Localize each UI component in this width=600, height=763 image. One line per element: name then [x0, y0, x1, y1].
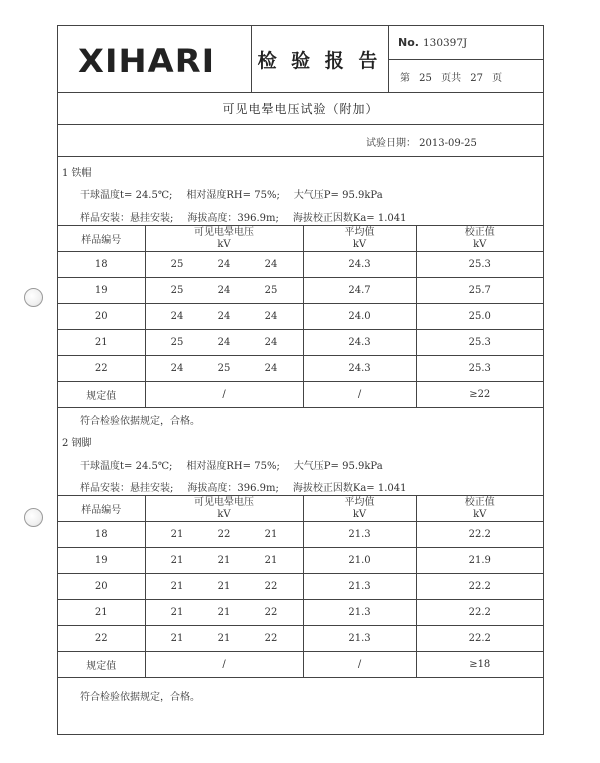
- company-logo: XIHARI: [78, 42, 216, 80]
- table-header-row: [58, 226, 543, 252]
- table-row: 22 21 21 22 21.3 22.2: [58, 626, 543, 652]
- header-corona: 可见电晕电压 kV: [145, 496, 303, 522]
- corona-table: [58, 495, 543, 678]
- conclusion: 符合检验依据规定，合格。: [80, 416, 200, 427]
- conclusion: 符合检验依据规定，合格。: [80, 692, 200, 703]
- table-row: 19 21 21 21 21.0 21.9: [58, 548, 543, 574]
- report-title: 检 验 报 告: [257, 50, 382, 72]
- environment-conditions: 干球温度t= 24.5℃; 相对湿度RH= 75%; 大气压P= 95.9kPa: [80, 190, 383, 201]
- logo-cell: [58, 26, 252, 92]
- install-conditions: 样品安装：悬挂安装; 海拔高度：396.9m; 海拔校正因数Ka= 1.041: [80, 213, 407, 224]
- report-number: 130397J: [422, 37, 468, 49]
- header-average: 平均值 kV: [303, 496, 416, 522]
- table-row: 21 25 24 24 24.3 25.3: [58, 330, 543, 356]
- punch-hole-top: [24, 288, 43, 307]
- title-cell: [251, 26, 389, 92]
- install-conditions: 样品安装：悬挂安装; 海拔高度：396.9m; 海拔校正因数Ka= 1.041: [80, 483, 407, 494]
- header-corrected: 校正值 kV: [416, 226, 543, 252]
- test-subtitle: 可见电晕电压试验（附加）: [222, 102, 379, 116]
- section-title: 1 铁帽: [62, 168, 92, 179]
- test-date-row: [58, 124, 543, 157]
- table-row: 21 21 21 22 21.3 22.2: [58, 600, 543, 626]
- table-row: 18 21 22 21 21.3 22.2: [58, 522, 543, 548]
- table-row: 22 24 25 24 24.3 25.3: [58, 356, 543, 382]
- report-page: [57, 25, 544, 735]
- table-row: 20 21 21 22 21.3 22.2: [58, 574, 543, 600]
- table-row: 19 25 24 25 24.7 25.7: [58, 278, 543, 304]
- page-info-cell: [388, 59, 543, 92]
- table-header-row: [58, 496, 543, 522]
- section-title: 2 钢脚: [62, 438, 92, 449]
- table-row: 20 24 24 24 24.0 25.0: [58, 304, 543, 330]
- spec-row: 规定值 / / ≥18: [58, 652, 543, 678]
- punch-hole-bottom: [24, 508, 43, 527]
- report-number-cell: [388, 26, 543, 60]
- header-sample: 样品编号: [58, 226, 145, 252]
- report-number-label: No.: [398, 36, 419, 49]
- header-corona: 可见电晕电压 kV: [145, 226, 303, 252]
- test-date: 试验日期： 2013-09-25: [366, 138, 477, 149]
- environment-conditions: 干球温度t= 24.5℃; 相对湿度RH= 75%; 大气压P= 95.9kPa: [80, 461, 383, 472]
- report-header: [58, 26, 543, 93]
- header-average: 平均值 kV: [303, 226, 416, 252]
- spec-row: 规定值 / / ≥22: [58, 382, 543, 408]
- table-row: 18 25 24 24 24.3 25.3: [58, 252, 543, 278]
- corona-table: [58, 225, 543, 408]
- header-sample: 样品编号: [58, 496, 145, 522]
- header-corrected: 校正值 kV: [416, 496, 543, 522]
- subtitle-row: [58, 92, 543, 125]
- page-info: 第 25 页共 27 页: [400, 73, 503, 84]
